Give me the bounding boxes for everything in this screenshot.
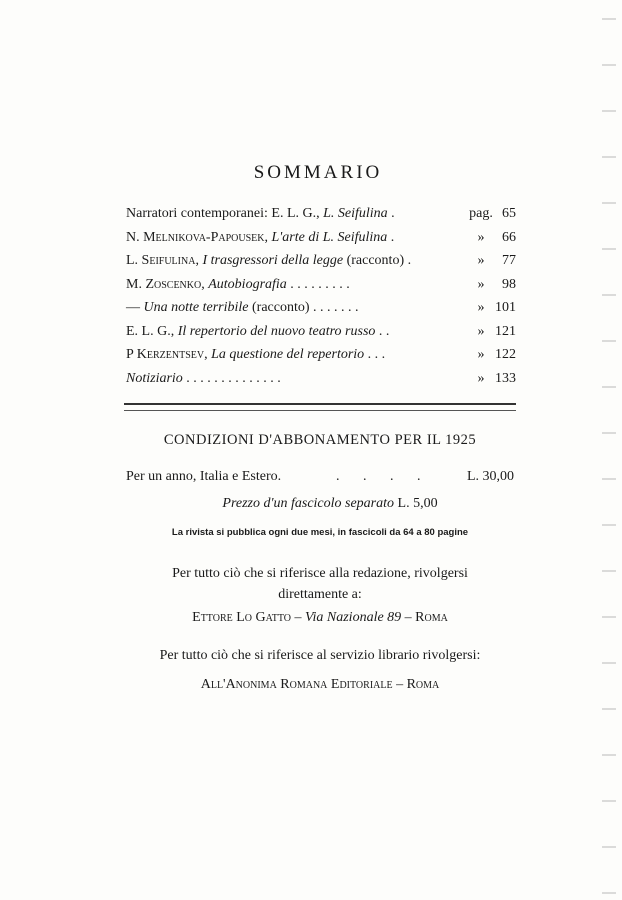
toc-entry-author: M. Zoscenko, xyxy=(126,276,209,292)
toc-entry-text xyxy=(126,226,394,250)
single-issue-price-label: Prezzo d'un fascicolo separato xyxy=(222,496,395,511)
toc-entry-work: Una notte terribile xyxy=(143,300,249,315)
annual-price-value: L. 30,00 xyxy=(466,469,514,484)
toc-entry-work: Il repertorio del nuovo teatro russo xyxy=(177,323,376,339)
double-rule-divider xyxy=(124,403,516,411)
toc-entry-text xyxy=(126,367,281,391)
toc-entry-page-mark: » xyxy=(477,300,485,315)
toc-entry-page-number: 77 xyxy=(502,253,516,268)
page-edge-shadow xyxy=(602,0,616,900)
annual-price-leader: . . . . xyxy=(336,469,431,484)
toc-entry xyxy=(126,249,516,273)
annual-price-row xyxy=(126,469,516,489)
toc-entry-author: E. L. G., xyxy=(126,323,178,339)
toc-entry-work: I trasgressori della legge xyxy=(202,253,344,268)
toc-entry-text xyxy=(126,202,395,226)
toc-entry-prefix: — xyxy=(126,300,144,315)
single-issue-price-value: L. 5,00 xyxy=(394,496,438,511)
toc-entry-work: Notiziario xyxy=(126,370,183,386)
toc-entry-suffix: (racconto) xyxy=(248,300,310,315)
publication-frequency-note: La rivista si pubblica ogni due mesi, in fascicoli da 64 a 80 pagine xyxy=(171,527,469,538)
toc-entry-prefix: Narratori contemporanei: xyxy=(126,206,272,221)
toc-entry-page-number: 121 xyxy=(495,323,516,339)
toc-entry-page-mark: » xyxy=(477,323,485,339)
toc-entry xyxy=(126,226,516,250)
editor-name: Ettore Lo Gatto xyxy=(192,610,291,625)
editorial-contact-line-2: direttamente a: xyxy=(278,587,362,602)
toc-entry-page-number: 133 xyxy=(495,370,516,386)
toc-title: SOMMARIO xyxy=(253,162,383,183)
editor-separator-2: – xyxy=(401,610,416,625)
toc-entry-text xyxy=(126,296,359,320)
toc-entry-text xyxy=(126,249,411,273)
toc-entry xyxy=(126,296,516,320)
toc-entry-author: N. Melnikova-Papousek, xyxy=(126,229,272,245)
toc-entry-text xyxy=(126,343,385,367)
toc-entry-leader: . xyxy=(387,229,395,245)
toc-entry-page-number: 98 xyxy=(502,276,516,292)
toc-entry xyxy=(126,367,516,391)
editorial-contact-line-1: Per tutto ciò che si riferisce alla redazione, rivolgersi xyxy=(172,566,468,581)
toc-entry-work: L'arte di L. Seifulina xyxy=(271,229,388,245)
toc-entry xyxy=(126,202,516,226)
toc-entry-work: L. Seifulina xyxy=(323,206,388,221)
toc-entry-leader: . . . . . . . . . . . . . . xyxy=(182,370,281,386)
editor-street: Via Nazionale 89 xyxy=(304,610,402,625)
single-issue-price xyxy=(0,496,622,512)
toc-entry-page-mark: » xyxy=(477,253,485,268)
toc-entry-work: La questione del repertorio xyxy=(211,347,365,362)
editor-address-line xyxy=(0,610,622,626)
editor-city: Roma xyxy=(415,610,448,625)
toc-entry-leader: . . . xyxy=(364,347,386,362)
toc-entry-page-mark: » xyxy=(477,276,485,292)
toc-entry xyxy=(126,320,516,344)
toc-entry-author: L. Seifulina, xyxy=(126,253,203,268)
toc-entry-suffix: (racconto) xyxy=(343,253,405,268)
toc-entry-author: P Kerzentsev, xyxy=(126,347,212,362)
toc-entry-page-number: 65 xyxy=(502,206,516,221)
toc-entry xyxy=(126,343,516,367)
toc-entry-leader: . . xyxy=(375,323,390,339)
toc-entry-text xyxy=(126,320,389,344)
toc-entry-leader: . xyxy=(387,206,395,221)
toc-entry-leader: . . . . . . . xyxy=(309,300,359,315)
toc-entry-page-mark: » xyxy=(477,229,485,245)
toc-entry-author: E. L. G., xyxy=(271,206,324,221)
toc-entry-work: Autobiografia xyxy=(208,276,287,292)
toc-entry-leader: . . . . . . . . . xyxy=(286,276,350,292)
toc-entry-leader: . xyxy=(404,253,412,268)
annual-price-label: Per un anno, Italia e Estero. xyxy=(126,469,282,484)
table-of-contents xyxy=(126,202,516,390)
toc-entry-page-mark: » xyxy=(477,347,485,362)
toc-entry-page-number: 101 xyxy=(495,300,516,315)
toc-entry-text xyxy=(126,273,350,297)
subscription-conditions-title: CONDIZIONI D'ABBONAMENTO PER IL 1925 xyxy=(163,432,477,448)
toc-entry-page-number: 122 xyxy=(495,347,516,362)
library-service-line: Per tutto ciò che si riferisce al servizio librario rivolgersi: xyxy=(159,648,481,663)
editor-separator-1: – xyxy=(290,610,305,625)
toc-entry xyxy=(126,273,516,297)
toc-entry-page-mark: pag. xyxy=(469,206,493,221)
toc-entry-page-number: 66 xyxy=(502,229,516,245)
toc-entry-page-mark: » xyxy=(477,370,485,386)
publisher-line: All'Anonima Romana Editoriale – Roma xyxy=(200,677,440,692)
